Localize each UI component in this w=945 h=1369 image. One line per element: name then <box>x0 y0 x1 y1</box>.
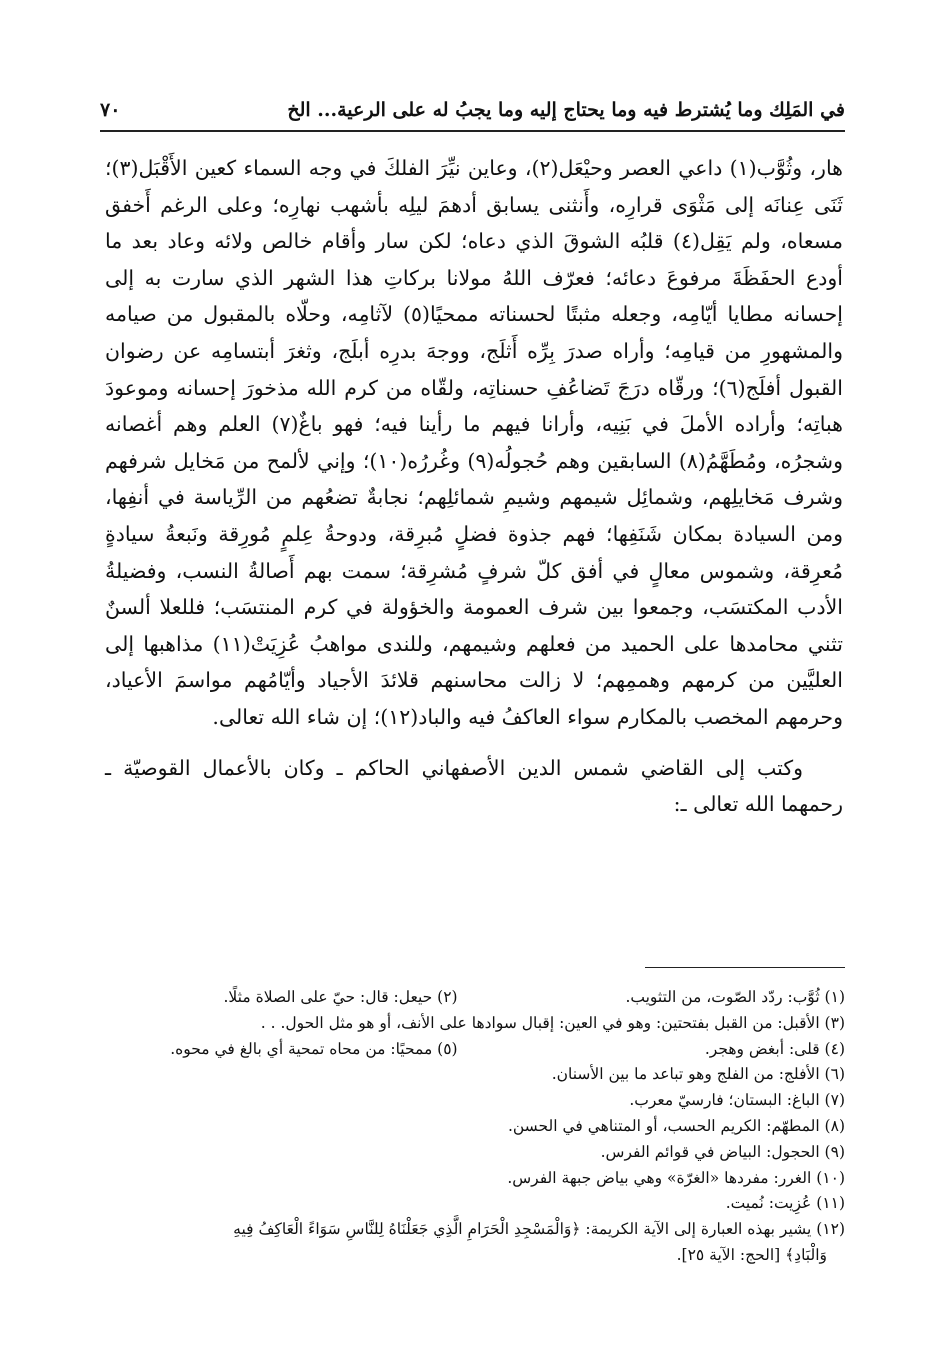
footnote-5: (٥) ممحيًا: من محاه تمحية أي بالغ في محوه. <box>170 1039 458 1058</box>
footnote-6: (٦) الأفلج: من الفلج وهو تباعد ما بين الأسنان. <box>551 1065 845 1084</box>
footnote-rule <box>645 967 845 968</box>
footnote-7: (٧) الباغ: البستان؛ فارسيّ معرب. <box>629 1091 845 1110</box>
footnote-2: (٢) حيعل: قال: حيّ على الصلاة مثلًا. <box>223 988 458 1006</box>
page-header <box>100 92 845 128</box>
footnote-row <box>100 1037 845 1063</box>
main-text <box>105 150 843 823</box>
footnote-11: (١١) عُزِيت: نُميت. <box>725 1194 845 1213</box>
footnote-9: (٩) الحجول: البياض في قوائم الفرس. <box>600 1142 845 1161</box>
paragraph-1: هار، وثُوَّب(١) داعي العصر وحيْعَل(٢)، وعاين نيِّرَ الفلكَ في وجه السماء كعين الأَقْبَل(٣)؛ ثَنَى عِنانَه إلى مَثْوَى قرارِه، وأَنثنى يسابق أدهمَ ليلِه بأشهب نهارِه؛ وعلى الرغم أَخفق مسعاه، ولم يَقِل(٤) قلبُه الشوقَ الذي دعاه؛ لكن سار وأقام خالص ولائه وعاد بعد ما أودع الحفَظَةَ مرفوعَ دعائه؛ فعرّف اللهُ مولانا بركاتِ هذا الشهر الذي سارت به إلى إحسانه مطايا أيّامِه، وجعله مثبتًا لحسناته ممحيًا(٥) لآثامِه، وحلّاه بالمقبول من صيامه والمشهورِ من قيامِه؛ وأراه صدرَ بِرِّه أَثلَج، ووجهَ بدرِه أبلَج، وثغرَ أبتسامِه عن رضوان القبول أفلَج(٦)؛ ورقّاه درَجَ تَضاعُفِ حسناتِه، ولقّاه من كرم الله مذخورَ إحسانه وموعودَ هباتِه؛ وأراده الأملَ في بَنِيه، وأرانا فيهم ما رأينا فيه؛ فهو باغٌ(٧) العلم وهم أغصانه وشجرُه، ومُطَهَّمُ(٨) السابقين وهم حُجولُه(٩) وغُررُه(١٠)؛ وإني لألمح من مَخايل شرفهم وشرف مَخايلِهم، وشمائِل شيمهم وشيمِ شمائلِهم؛ نجابةٌ تضعُهم من الرِّياسة في أنفِها، ومن السيادة بمكان شَنَفِها؛ فهم جذوة فضلٍ مُبرِقة، ودوحةُ عِلمٍ مُورِقة ونَبعةُ سيادةٍ مُعرِقة، وشموس معالٍ في أفق كلّ شرفٍ مُشرِقة؛ سمت بهم أَصالةُ النسب، وفضيلةُ الأدب المكتسَب، وجمعوا بين شرف العمومة والخؤولة في كرم المنتسَب؛ فللعلا ألسنٌ تثني محامدها على الحميد من فعلهم وشيمهم، وللندى مواهبُ عُزِيَتْ(١١) مذاهبها إلى العليَّين من كرمهم وهممِهم؛ لا زالت محاسنهم قلائدَ الأجياد وأيّامُهم مواسمَ الأعياد، وحرمهم المخصب بالمكارم سواء العاكفُ فيه والباد(١٢)؛ إن شاء الله تعالى. <box>105 156 844 729</box>
footnote-12-continuation: وَالْبَادِ﴾ [الحج: الآية ٢٥]. <box>676 1245 827 1264</box>
paragraph-2: وكتب إلى القاضي شمس الدين الأصفهاني الحاكم ـ وكان بالأعمال القوصيّة ـ رحمهما الله تعالى ـ: <box>105 755 843 817</box>
header-rule <box>100 130 845 132</box>
running-title: في المَلِك وما يُشترط فيه وما يحتاج إليه وما يجبُ له على الرعية... الخ <box>287 99 845 121</box>
footnote-1: (١) ثُوَّب: ردّد الصّوت، من التثويب. <box>625 988 845 1006</box>
footnotes <box>100 985 845 1269</box>
footnote-row <box>100 985 845 1011</box>
page-number: ٧٠ <box>100 99 121 121</box>
footnote-8: (٨) المطهّم: الكريم الحسب، أو المتناهي في الحسن. <box>507 1116 845 1135</box>
footnote-10: (١٠) الغرر: مفردها «الغرّة» وهي بياض جبهة الفرس. <box>507 1168 845 1187</box>
footnote-12: (١٢) يشير بهذه العبارة إلى الآية الكريمة: ﴿وَالْمَسْجِدِ الْحَرَامِ الَّذِي جَعَلْنَاهُ لِلنَّاسِ سَوَاءً الْعَاكِفُ فِيهِ <box>233 1220 845 1239</box>
footnote-4: (٤) قلى: أبغض وهجر. <box>704 1039 845 1058</box>
footnote-3: (٣) الأقبل: من القبل بفتحتين: وهو في العين: إقبال سوادها على الأنف، أو هو مثل الحول. . . <box>260 1013 845 1032</box>
